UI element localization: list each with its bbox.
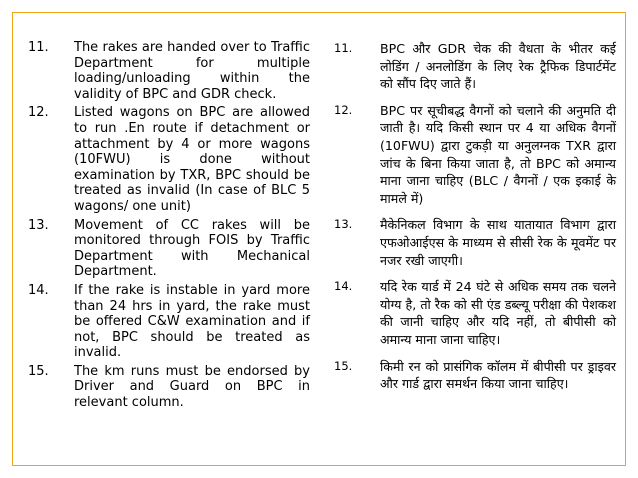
english-list [28, 40, 310, 411]
hindi-item-11 [334, 40, 616, 93]
item-text: BPC और GDR चेक की वैधता के भीतर कई लोडिंग / अनलोडिंग के लिए रेक ट्रैफिक डिपार्टमेंट को सौंप दिए जाते हैं। [380, 41, 616, 92]
hindi-item-15 [334, 358, 616, 393]
item-number: 14. [28, 282, 49, 298]
item-text: Listed wagons on BPC are allowed to run .En route if detachment or attachment by 4 or more wagons (10FWU) is done without examination by TXR, BPC should be treated as invalid (In case of BLC 5 wagons/ one unit) [74, 105, 310, 214]
item-text: If the rake is instable in yard more than 24 hrs in yard, the rake must be offered C&W examination and if not, BPC should be treated as invalid. [74, 282, 310, 361]
item-number: 15. [334, 358, 353, 373]
item-text: The rakes are handed over to Traffic Department for multiple loading/unloading within the validity of BPC and GDR check. [74, 40, 310, 102]
item-number: 12. [334, 102, 353, 117]
item-number: 11. [334, 41, 353, 55]
item-text: किमी रन को प्रासंगिक कॉलम में बीपीसी पर ड्राइवर और गार्ड द्वारा समर्थन किया जाना चाहिए। [380, 358, 616, 392]
item-number: 14. [334, 279, 353, 294]
hindi-list [334, 40, 616, 393]
english-item-11 [28, 40, 310, 102]
item-number: 13. [334, 217, 353, 232]
hindi-item-12 [334, 102, 616, 208]
item-text: BPC पर सूचीबद्ध वैगनों को चलाने की अनुमति दी जाती है। यदि किसी स्थान पर 4 या अधिक वैगनों (10FWU) द्वारा टुकड़ी या अनुलग्नक TXR द्वारा जांच के बिना किया जाता है, तो BPC को अमान्य माना जाना चाहिए (BLC / वैगनों / एक इकाई के मामले में) [380, 102, 616, 206]
hindi-item-13 [334, 216, 616, 269]
item-text: Movement of CC rakes will be monitored through FOIS by Traffic Department with Mechanical Department. [74, 217, 310, 280]
item-number: 11. [28, 40, 49, 55]
english-item-13 [28, 218, 310, 280]
hindi-item-14 [334, 278, 616, 348]
item-number: 12. [28, 105, 49, 121]
english-item-12 [28, 105, 310, 214]
item-text: मैकेनिकल विभाग के साथ यातायात विभाग द्वारा एफओआईएस के माध्यम से सीसी रेक के मूवमेंट पर नजर रखी जाएगी। [380, 217, 616, 268]
item-number: 13. [28, 217, 49, 233]
english-column [28, 40, 310, 414]
item-text: यदि रेक यार्ड में 24 घंटे से अधिक समय तक चलने योग्य है, तो रैक को सी एंड डब्ल्यू परीक्षा की पेशकश की जानी चाहिए और यदि नहीं, तो बीपीसी को अमान्य माना जाना चाहिए। [380, 279, 616, 347]
hindi-column [334, 40, 616, 402]
item-text: The km runs must be endorsed by Driver and Guard on BPC in relevant column. [74, 363, 310, 411]
item-number: 15. [28, 363, 49, 379]
english-item-15 [28, 364, 310, 411]
english-item-14 [28, 283, 310, 361]
